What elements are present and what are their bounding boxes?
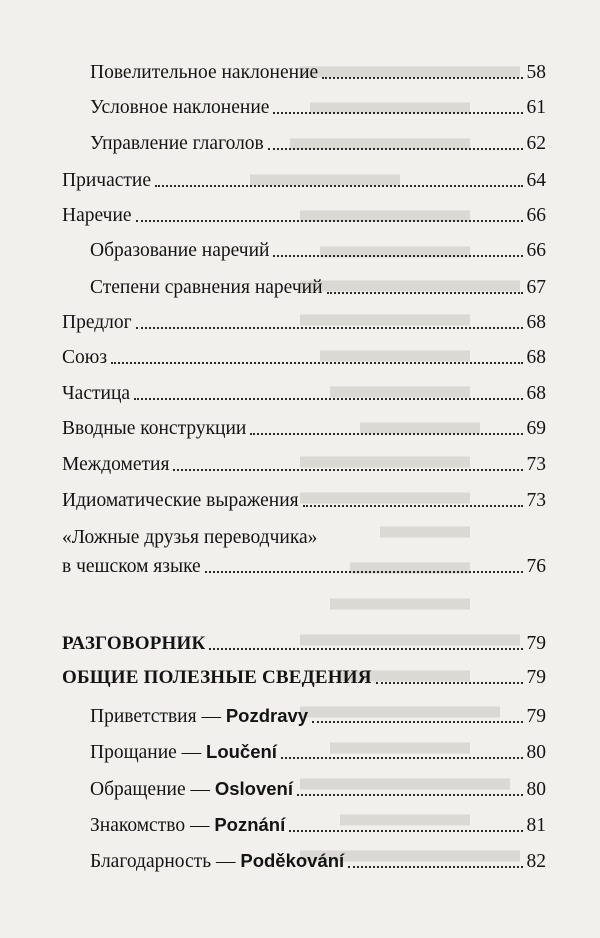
- toc-entry-page: 79: [526, 633, 546, 654]
- dot-leader: [205, 571, 523, 573]
- toc-entry[interactable]: [62, 383, 546, 405]
- dot-leader: [327, 292, 523, 294]
- dot-leader: [173, 469, 522, 471]
- dot-leader: [312, 721, 522, 723]
- toc-entry-label: Наречие: [62, 205, 132, 226]
- toc-entry-page: 68: [526, 383, 546, 404]
- toc-entry-label: [90, 814, 285, 837]
- dot-leader: [268, 148, 523, 150]
- toc-entry-label: Союз: [62, 347, 108, 368]
- toc-entry-page: 61: [526, 97, 546, 118]
- toc-entry[interactable]: [90, 133, 546, 155]
- dot-leader: [209, 648, 522, 650]
- toc-entry-cz: Loučení: [206, 741, 277, 762]
- toc-entry-label: Предлог: [62, 312, 132, 333]
- toc-section-heading[interactable]: [62, 667, 546, 689]
- dot-leader: [136, 220, 523, 222]
- toc-entry[interactable]: [90, 741, 546, 764]
- toc-entry-label: Причастие: [62, 170, 151, 191]
- dot-leader: [134, 398, 522, 400]
- toc-entry-ru: Обращение —: [90, 779, 215, 800]
- toc-entry-line1: «Ложные друзья переводчика»: [62, 527, 318, 548]
- toc-entry-label: Вводные конструкции: [62, 418, 247, 439]
- toc-entry-page: 68: [526, 347, 546, 368]
- toc-entry[interactable]: [90, 277, 546, 299]
- toc-entry[interactable]: [90, 705, 546, 728]
- toc-entry-page: 58: [526, 62, 546, 83]
- toc-entry-label: Степени сравнения наречий: [90, 277, 323, 298]
- dot-leader: [111, 362, 522, 364]
- dot-leader: [348, 866, 522, 868]
- toc-entry-label: ОБЩИЕ ПОЛЕЗНЫЕ СВЕДЕНИЯ: [62, 667, 372, 688]
- toc-entry-page: 68: [526, 312, 546, 333]
- toc-entry-label: Условное наклонение: [90, 97, 270, 118]
- toc-entry-label: РАЗГОВОРНИК: [62, 633, 206, 654]
- dot-leader: [136, 327, 523, 329]
- dot-leader: [322, 77, 522, 79]
- toc-entry-page: 73: [526, 490, 546, 511]
- toc-entry-label: Образование наречий: [90, 240, 270, 261]
- toc-entry-cz: Pozdravy: [225, 705, 309, 726]
- toc-entry-ru: Приветствия —: [90, 706, 226, 727]
- toc-entry-page: 82: [526, 851, 546, 872]
- toc-entry-page: 79: [526, 667, 546, 688]
- toc-entry[interactable]: [90, 778, 546, 801]
- toc-entry-page: 79: [526, 706, 546, 727]
- toc-entry[interactable]: [62, 312, 546, 334]
- toc-entry-page: 76: [526, 556, 546, 577]
- toc-entry-label: [90, 705, 308, 728]
- dot-leader: [273, 112, 522, 114]
- dot-leader: [303, 505, 523, 507]
- toc-section-heading[interactable]: [62, 633, 546, 655]
- toc-entry-page: 81: [526, 815, 546, 836]
- toc-entry[interactable]: [62, 205, 546, 227]
- toc-entry-cz: Poděkování: [240, 850, 345, 871]
- toc-entry-cz: Oslovení: [214, 778, 293, 799]
- toc-entry[interactable]: [62, 418, 546, 440]
- toc-entry-page: 64: [526, 170, 546, 191]
- toc-entry-label: [90, 778, 293, 801]
- toc-entry[interactable]: [62, 556, 546, 578]
- toc-entry[interactable]: [62, 490, 546, 512]
- dot-leader: [289, 830, 522, 832]
- toc-entry-label: Частица: [62, 383, 131, 404]
- dot-leader: [273, 255, 522, 257]
- toc-entry-ru: Прощание —: [90, 742, 207, 763]
- toc-entry-page: 69: [526, 418, 546, 439]
- toc-entry[interactable]: [62, 347, 546, 369]
- dot-leader: [297, 794, 523, 796]
- toc-entry-ru: Благодарность —: [90, 851, 241, 872]
- dot-leader: [250, 433, 522, 435]
- toc-entry[interactable]: [90, 240, 546, 262]
- toc-entry-label: [90, 741, 277, 764]
- toc-entry-label: Идиоматические выражения: [62, 490, 299, 511]
- toc-entry-page: 80: [526, 742, 546, 763]
- toc-entry-label: [90, 850, 344, 873]
- toc-entry[interactable]: [90, 97, 546, 119]
- toc-entry[interactable]: [90, 62, 546, 84]
- toc-entry[interactable]: [62, 454, 546, 476]
- toc-entry-page: 73: [526, 454, 546, 475]
- toc-entry-page: 67: [526, 277, 546, 298]
- dot-leader: [155, 185, 523, 187]
- toc-entry-page: 80: [526, 779, 546, 800]
- toc-entry-page: 66: [526, 205, 546, 226]
- toc-entry-label: Управление глаголов: [90, 133, 264, 154]
- dot-leader: [281, 757, 523, 759]
- toc-entry-ru: Знакомство —: [90, 815, 215, 836]
- toc-entry-page: 66: [526, 240, 546, 261]
- toc-entry-label: Повелительное наклонение: [90, 62, 319, 83]
- toc-entry[interactable]: [62, 170, 546, 192]
- toc-entry-label: Междометия: [62, 454, 170, 475]
- toc-entry-cz: Poznání: [214, 814, 286, 835]
- toc-entry-label: в чешском языке: [62, 556, 201, 577]
- toc-entry[interactable]: [90, 850, 546, 873]
- toc-entry[interactable]: [90, 814, 546, 837]
- dot-leader: [376, 682, 523, 684]
- toc-entry-page: 62: [526, 133, 546, 154]
